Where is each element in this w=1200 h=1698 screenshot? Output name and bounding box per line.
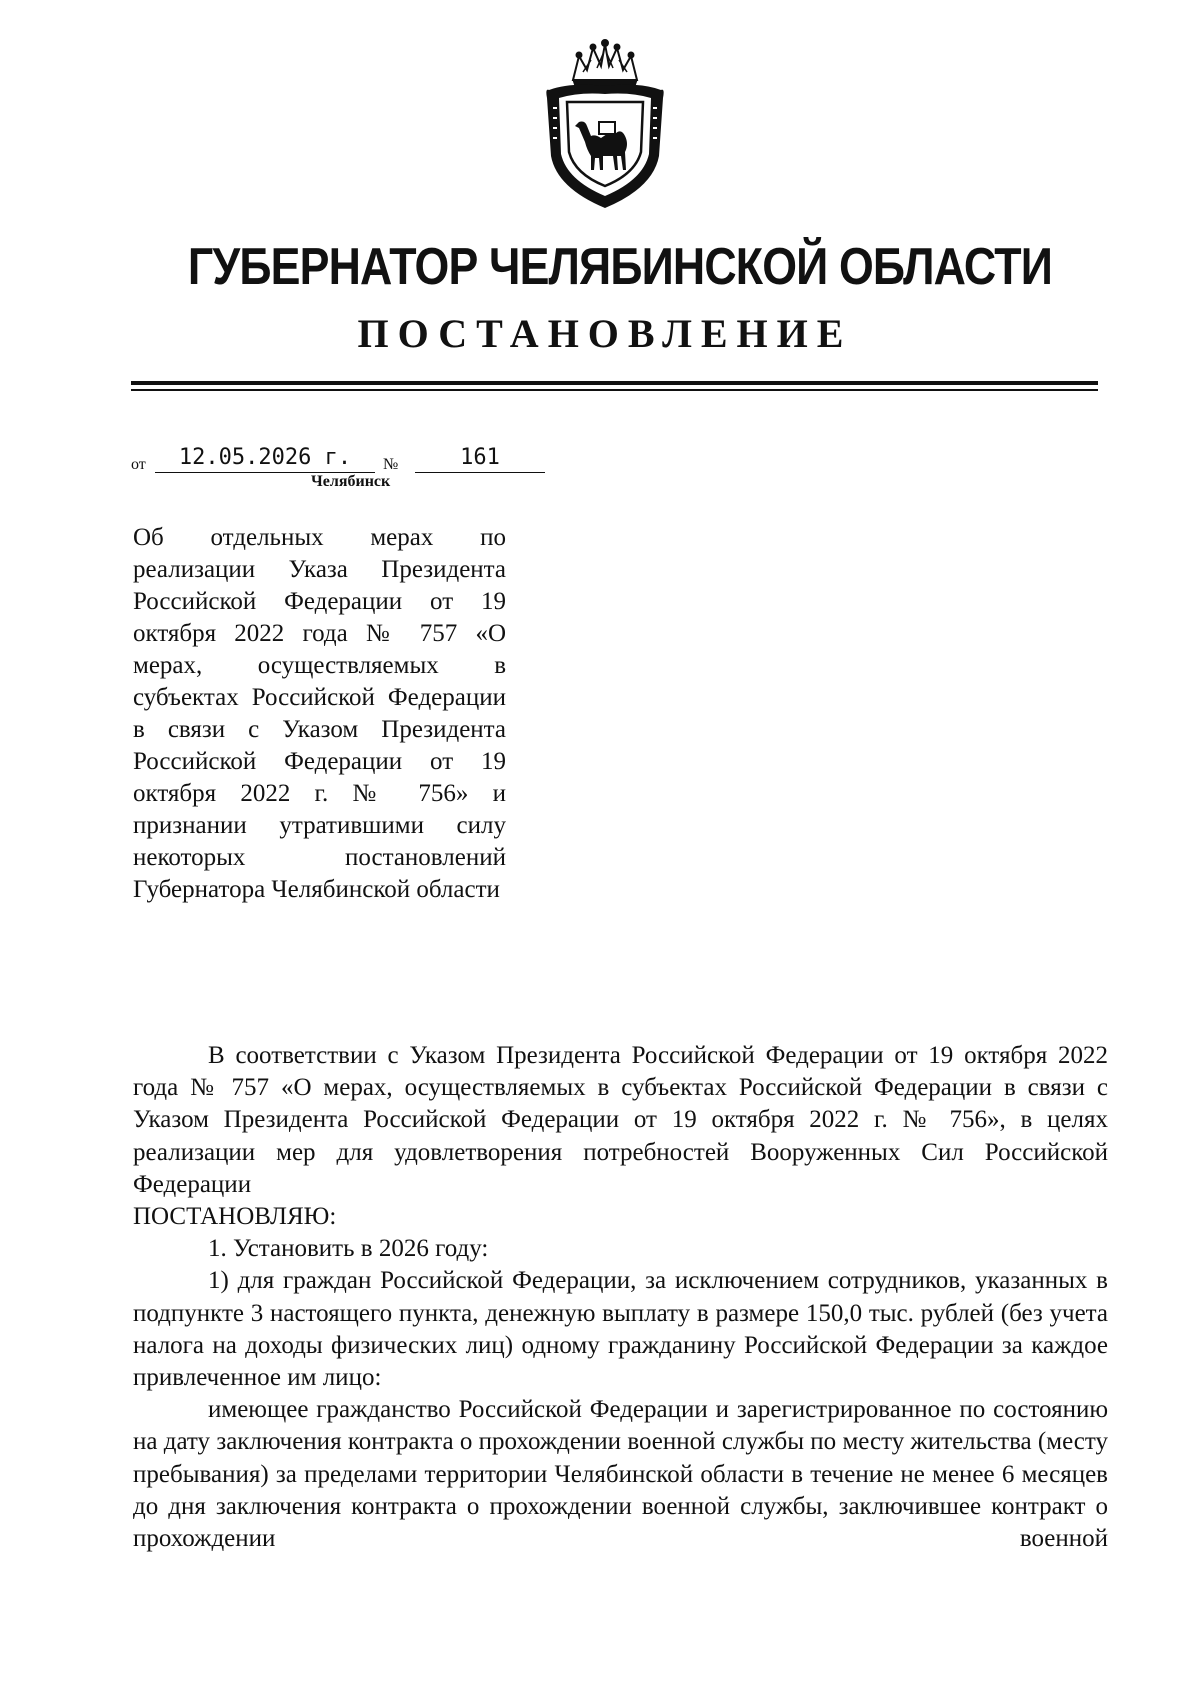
document-number: 161: [415, 444, 545, 473]
number-label: №: [383, 456, 399, 473]
document-subject: Об отдельных мерах по реализации Указа Президента Российской Федерации от 19 октября 2022 года № 757 «О мерах, осуществляемых в субъектах Российской Федерации в связи с Указом Президента Российской Федерации от 19 октября 2022 г. № 756» и признании утратившими силу некоторых постановлений Губернатора Челябинской области: [133, 524, 506, 903]
city-name: Челябинск: [311, 473, 391, 490]
header-divider-thin: [131, 389, 1098, 391]
date-label: от: [131, 456, 146, 473]
document-date: 12.05.2026 г.: [155, 444, 375, 473]
coat-of-arms-emblem: [535, 38, 675, 213]
header-divider-thick: [131, 381, 1098, 385]
item-1-subitem-1-condition: имеющее гражданство Российской Федерации и зарегистрированное по состоянию на дату заключения контракта о прохождении военной службы по месту жительства (месту пребывания) за пределами территории Челябинской области в течение не менее 6 месяцев до дня заключения контракта о прохождении военной службы, заключившее контракт о прохождении военной: [133, 1396, 1108, 1553]
preamble-paragraph: В соответствии с Указом Президента Российской Федерации от 19 октября 2022 года № 757 «О мерах, осуществляемых в субъектах Российской Федерации в связи с Указом Президента Российской Федерации от 19 октября 2022 г. № 756», в целях реализации мер для удовлетворения потребностей Вооруженных Сил Российской Федерации: [133, 1042, 1108, 1198]
issuer-title: ГУБЕРНАТОР ЧЕЛЯБИНСКОЙ ОБЛАСТИ: [187, 238, 1052, 296]
document-body: [133, 1040, 1108, 1555]
crown-icon: [573, 40, 637, 87]
item-1-subitem-1: 1) для граждан Российской Федерации, за исключением сотрудников, указанных в подпункте 3 настоящего пункта, денежную выплату в размере 150,0 тыс. рублей (без учета налога на доходы физических лиц) одному гражданину Российской Федерации за каждое привлеченное им лицо:: [133, 1267, 1108, 1392]
item-1: 1. Установить в 2026 году:: [208, 1235, 489, 1263]
decree-word: ПОСТАНОВЛЯЮ:: [133, 1203, 337, 1231]
document-type-title: ПОСТАНОВЛЕНИЕ: [357, 311, 853, 356]
